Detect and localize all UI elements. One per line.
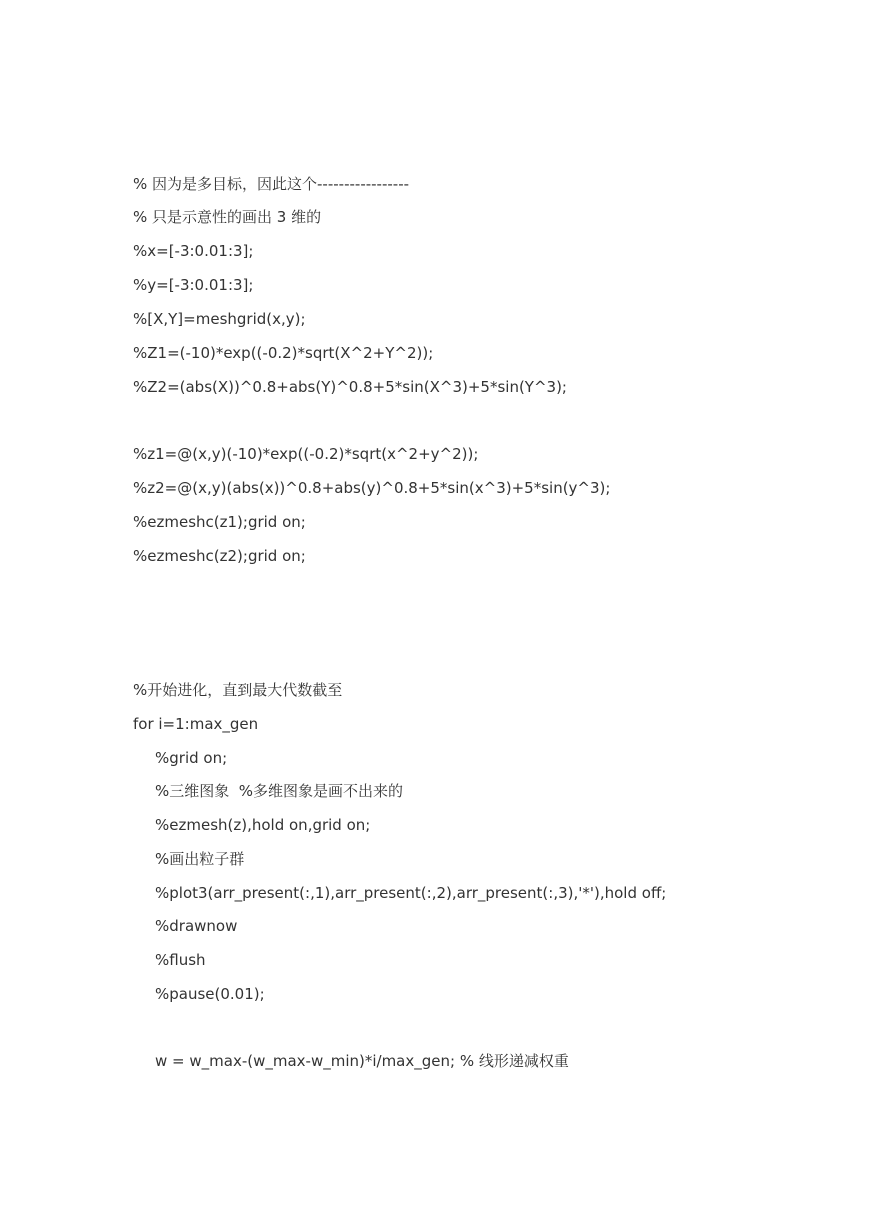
code-line-z2-handle: %z2=@(x,y)(abs(x))^0.8+abs(y)^0.8+5*sin(x^3)+5*sin(y^3); — [133, 479, 611, 497]
comment-line-start-evolution: %开始进化，直到最大代数截至 — [133, 681, 343, 699]
code-line-for-loop: for i=1:max_gen — [133, 715, 259, 733]
code-line-ezmeshc-z1: %ezmeshc(z1);grid on; — [133, 513, 306, 531]
comment-line-3d-image: %三维图象 %多维图象是画不出来的 — [155, 782, 404, 800]
code-line-plot3: %plot3(arr_present(:,1),arr_present(:,2),arr_present(:,3),'*'),hold off; — [155, 884, 667, 902]
code-line-meshgrid: %[X,Y]=meshgrid(x,y); — [133, 310, 306, 328]
code-line-z1-handle: %z1=@(x,y)(-10)*exp((-0.2)*sqrt(x^2+y^2)); — [133, 445, 479, 463]
code-line-ezmesh: %ezmesh(z),hold on,grid on; — [155, 816, 371, 834]
code-line-inertia-weight: w = w_max-(w_max-w_min)*i/max_gen; % 线形递减权重 — [155, 1052, 569, 1070]
code-line-y-range: %y=[-3:0.01:3]; — [133, 276, 254, 294]
code-line-pause: %pause(0.01); — [155, 985, 265, 1003]
code-line-x-range: %x=[-3:0.01:3]; — [133, 242, 254, 260]
code-line-drawnow: %drawnow — [155, 917, 238, 935]
comment-line-3d-sketch: % 只是示意性的画出 3 维的 — [133, 208, 322, 226]
code-line-z2: %Z2=(abs(X))^0.8+abs(Y)^0.8+5*sin(X^3)+5*sin(Y^3); — [133, 378, 567, 396]
code-line-ezmeshc-z2: %ezmeshc(z2);grid on; — [133, 547, 306, 565]
code-line-flush: %flush — [155, 951, 206, 969]
comment-line-draw-swarm: %画出粒子群 — [155, 850, 245, 868]
comment-line-multi-objective: % 因为是多目标，因此这个----------------- — [133, 175, 410, 193]
code-line-z1: %Z1=(-10)*exp((-0.2)*sqrt(X^2+Y^2)); — [133, 344, 434, 362]
code-line-grid-on: %grid on; — [155, 749, 228, 767]
